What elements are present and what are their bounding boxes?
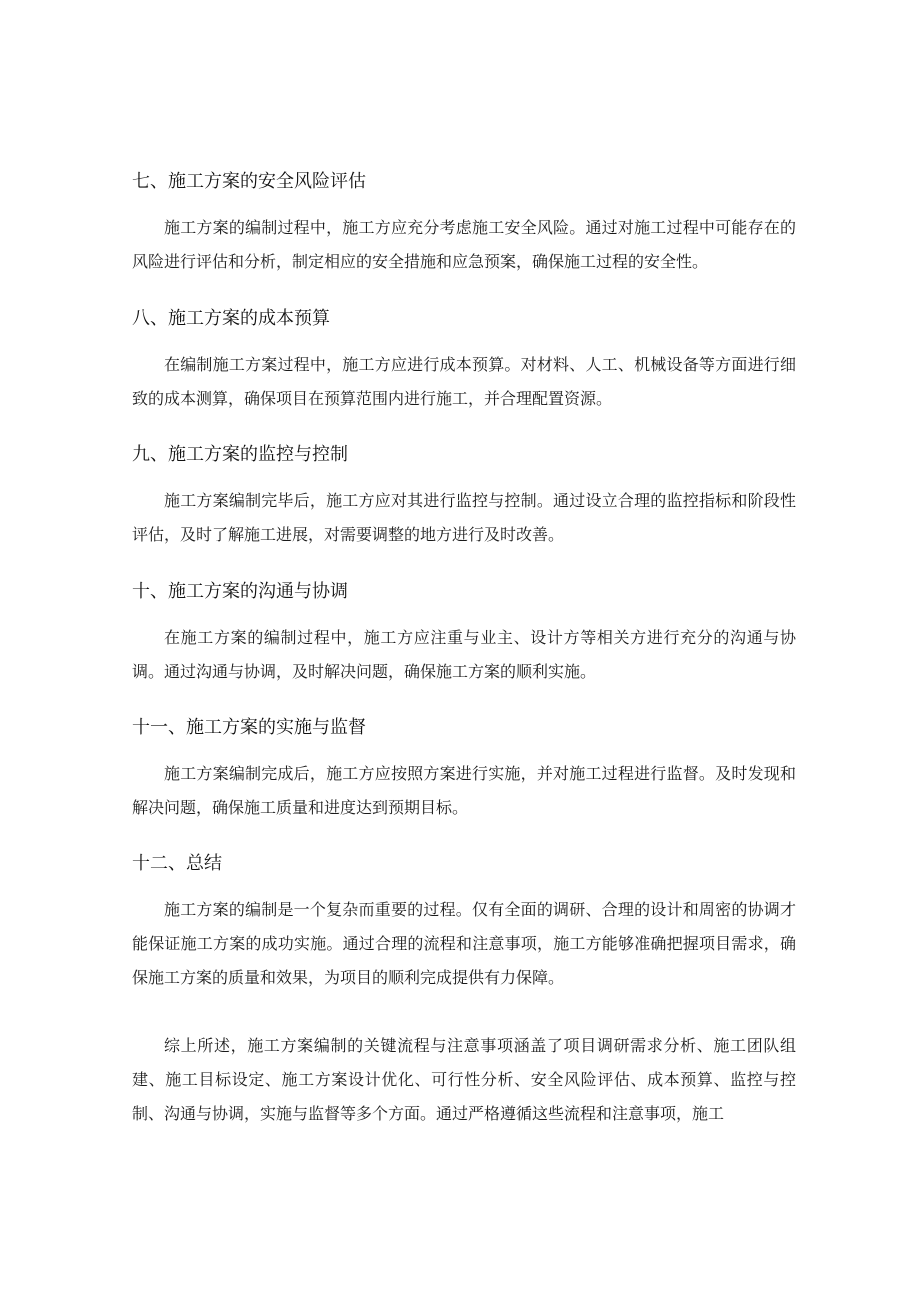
section-heading-safety-risk: 七、施工方案的安全风险评估: [132, 171, 366, 192]
paragraph-summary: 施工方案的编制是一个复杂而重要的过程。仅有全面的调研、合理的设计和周密的协调才能保证施工方案的成功实施。通过合理的流程和注意事项，施工方能够准确把握项目需求，确保施工方案的质量和效果，为项目的顺利完成提供有力保障。: [132, 900, 796, 987]
paragraph-monitoring-control: 施工方案编制完毕后，施工方应对其进行监控与控制。通过设立合理的监控指标和阶段性评估，及时了解施工进展，对需要调整的地方进行及时改善。: [132, 491, 796, 544]
paragraph-communication: 在施工方案的编制过程中，施工方应注重与业主、设计方等相关方进行充分的沟通与协调。通过沟通与协调，及时解决问题，确保施工方案的顺利实施。: [132, 628, 796, 681]
section-heading-cost-budget: 八、施工方案的成本预算: [132, 308, 330, 329]
paragraph-conclusion: 综上所述，施工方案编制的关键流程与注意事项涵盖了项目调研需求分析、施工团队组建、施工目标设定、施工方案设计优化、可行性分析、安全风险评估、成本预算、监控与控制、沟通与协调，实施与监督等多个方面。通过严格遵循这些流程和注意事项，施工: [132, 1036, 796, 1123]
section-heading-communication: 十、施工方案的沟通与协调: [132, 581, 348, 602]
section-heading-implementation: 十一、施工方案的实施与监督: [132, 717, 366, 738]
paragraph-implementation: 施工方案编制完成后，施工方应按照方案进行实施，并对施工过程进行监督。及时发现和解决问题，确保施工质量和进度达到预期目标。: [132, 764, 796, 817]
paragraph-cost-budget: 在编制施工方案过程中，施工方应进行成本预算。对材料、人工、机械设备等方面进行细致的成本测算，确保项目在预算范围内进行施工，并合理配置资源。: [132, 355, 796, 408]
section-heading-summary: 十二、总结: [132, 853, 222, 874]
section-heading-monitoring-control: 九、施工方案的监控与控制: [132, 444, 348, 465]
paragraph-safety-risk: 施工方案的编制过程中，施工方应充分考虑施工安全风险。通过对施工过程中可能存在的风险进行评估和分析，制定相应的安全措施和应急预案，确保施工过程的安全性。: [132, 218, 796, 271]
